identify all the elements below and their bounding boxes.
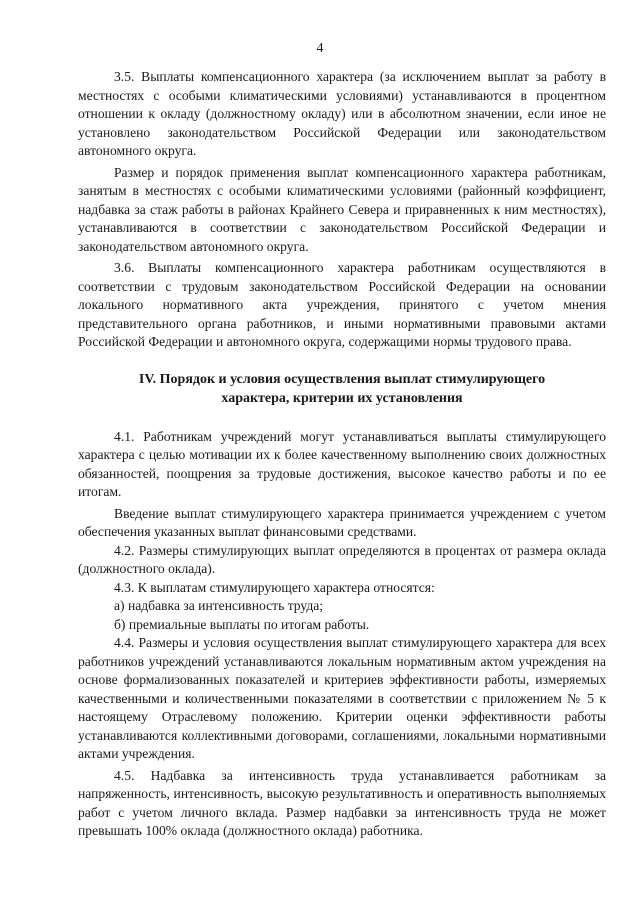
paragraph-4-1: 4.1. Работникам учреждений могут устанавливаться выплаты стимулирующего характера с целью мотивации их к более качественному выполнению своих должностных обязанностей, поощрения за трудовые достижения, высокое качество работы и по ее итогам.	[78, 428, 606, 499]
paragraph-4-3: 4.3. К выплатам стимулирующего характера относятся:	[114, 579, 435, 595]
list-item-b: б) премиальные выплаты по итогам работы.	[114, 616, 370, 632]
paragraph-4-5: 4.5. Надбавка за интенсивность труда устанавливается работникам за напряженность, интенсивность, высокую результативность и оперативность выполняемых работ с учетом личного вклада. Размер надбавки за интенсивность труда не может превышать 100% оклада (должностного оклада) работника.	[78, 767, 606, 838]
paragraph-3-5: 3.5. Выплаты компенсационного характера (за исключением выплат за работу в местностях с особыми климатическими условиями) устанавливаются в процентном отношении к окладу (должностному окладу) или в абсолютном значении, если иное не установлено законодательством Российской Федерации или законодательством автономного округа.	[78, 69, 606, 158]
section-4-heading: IV. Порядок и условия осуществления выплат стимулирующего характера, критерии их установления	[138, 371, 546, 406]
list-item-a: а) надбавка за интенсивность труда;	[114, 598, 324, 613]
paragraph-4-1-continued: Введение выплат стимулирующего характера принимается учреждением с учетом обеспечения указанных выплат финансовыми средствами.	[78, 505, 606, 539]
paragraph-4-4: 4.4. Размеры и условия осуществления выплат стимулирующего характера для всех работников учреждений устанавливаются локальным нормативным актом учреждения на основе формализованных показателей и критериев эффективности работы, измеряемых качественными и количественными показателями в соответствии с приложением № 5 к настоящему Отраслевому положению. Критерии оценки эффективности работы устанавливаются коллективными договорами, соглашениями, локальными нормативными актами учреждения.	[78, 635, 606, 761]
document-body	[78, 68, 606, 841]
paragraph-3-5-continued: Размер и порядок применения выплат компенсационного характера работникам, занятым в местностях с особыми климатическими условиями (районный коэффициент, надбавка за стаж работы в районах Крайнего Севера и приравненных к ним местностях), устанавливаются в соответствии с законодательством Российской Федерации и законодательством автономного округа.	[78, 164, 606, 254]
page-number: 4	[316, 41, 324, 56]
paragraph-4-2: 4.2. Размеры стимулирующих выплат определяются в процентах от размера оклада (должностного оклада).	[78, 542, 606, 576]
paragraph-3-6: 3.6. Выплаты компенсационного характера работникам осуществляются в соответствии с трудовым законодательством Российской Федерации на основании локального нормативного акта учреждения, принятого с учетом мнения представительного органа работников, и иными нормативными правовыми актами Российской Федерации и автономного округа, содержащими нормы трудового права.	[78, 260, 606, 349]
